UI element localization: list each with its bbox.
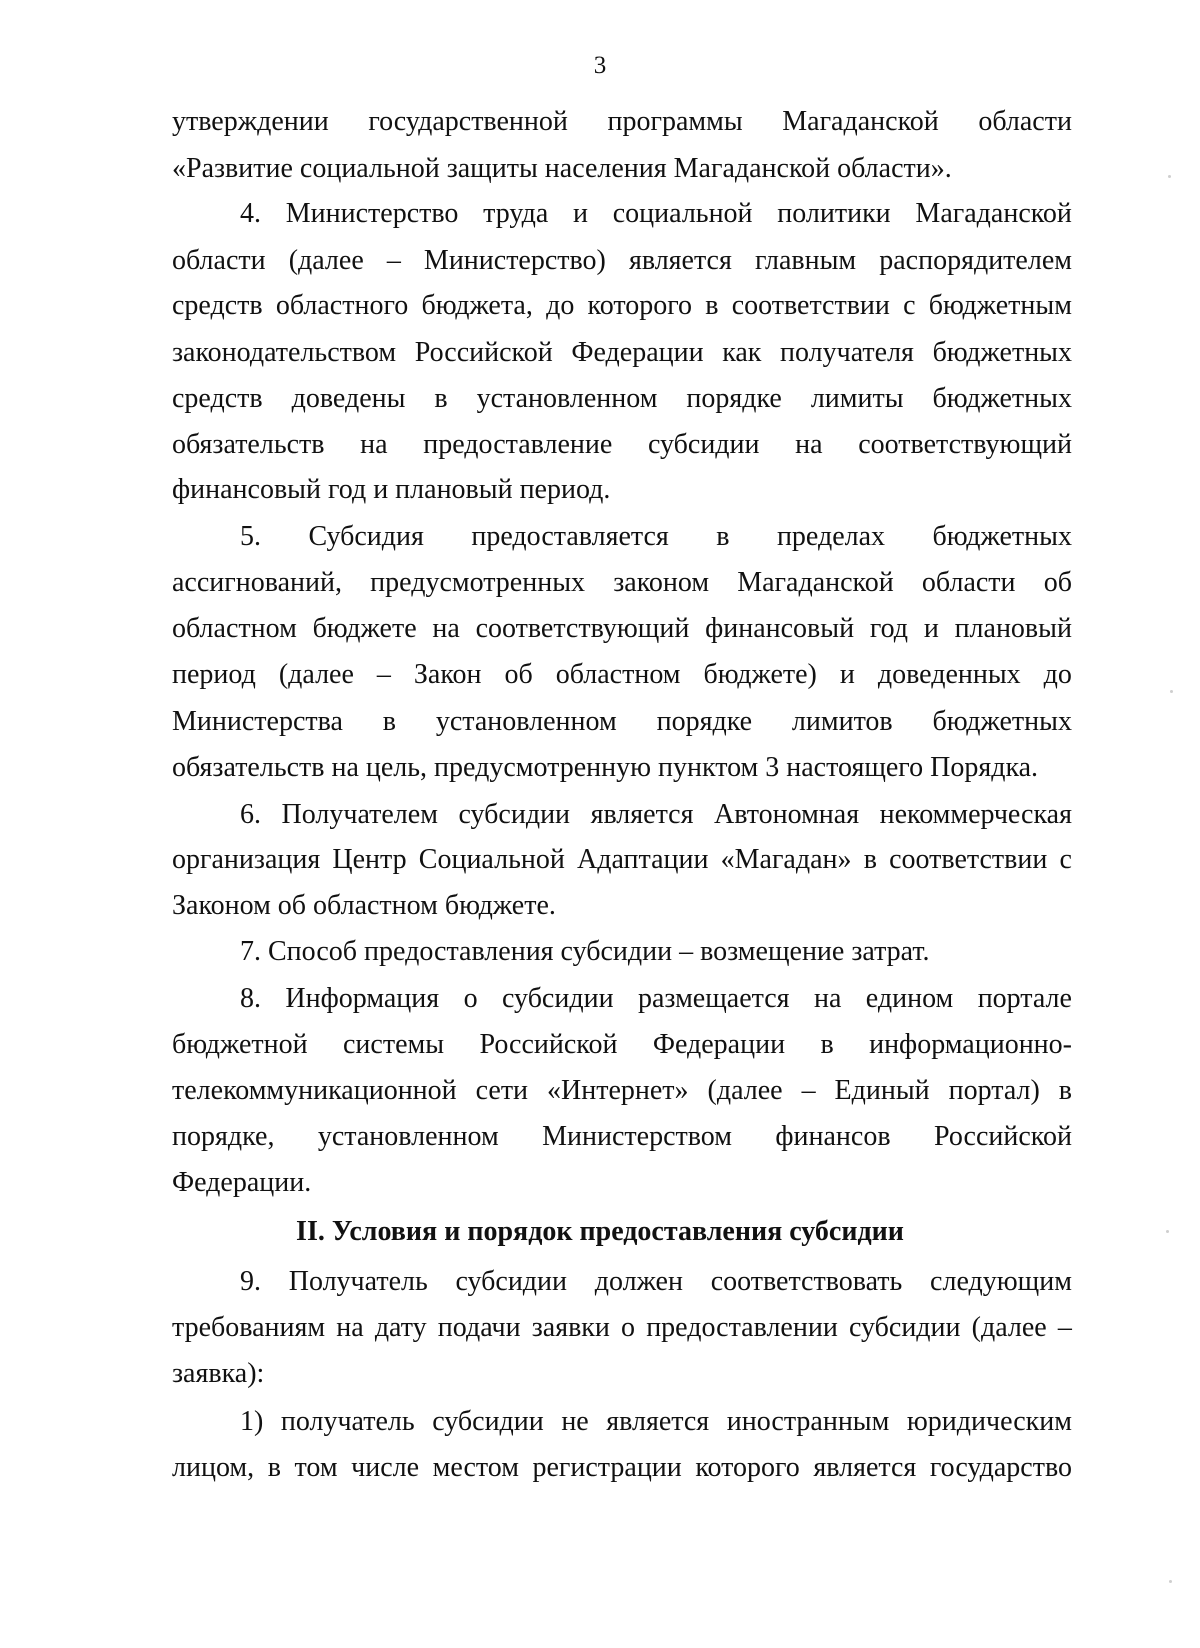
word: в [820, 1029, 834, 1060]
word: – [1057, 1312, 1072, 1343]
word: Магаданской [915, 198, 1072, 229]
word: Центр [332, 844, 407, 875]
word: дату [374, 1312, 427, 1343]
text-line: финансовый год и плановый период. [172, 474, 611, 505]
word: следующим [930, 1266, 1072, 1297]
word: Министерство [285, 198, 459, 229]
word: области [978, 106, 1072, 137]
word: портале [977, 983, 1072, 1014]
word: Социальной [418, 844, 565, 875]
word: – [801, 1075, 816, 1106]
word: подачи [437, 1312, 521, 1343]
word: заявки [531, 1312, 610, 1343]
word: финансов [775, 1121, 891, 1152]
word: субсидии [455, 1266, 568, 1297]
word: Министерства [172, 706, 343, 737]
word: (далее [288, 245, 364, 276]
word: организация [172, 844, 321, 875]
word: (далее [971, 1312, 1047, 1343]
word: субсидии [432, 1406, 544, 1437]
word: которого [587, 290, 693, 321]
word: субсидии [502, 983, 614, 1014]
word: и [923, 613, 939, 644]
word: законом [613, 567, 710, 598]
section-heading: II. Условия и порядок предоставления субсидии [296, 1216, 904, 1247]
scan-speck [1168, 175, 1171, 178]
word: размещается [637, 983, 790, 1014]
word: ассигнований, [172, 567, 342, 598]
word: 5. [240, 521, 261, 552]
word: установленном [476, 383, 658, 414]
word: бюджета, [421, 290, 533, 321]
text-line [172, 836, 1072, 884]
word: в [705, 290, 719, 321]
word: обязательств [172, 429, 325, 460]
word: в [863, 844, 877, 875]
word: с [903, 290, 916, 321]
word: субсидии [458, 799, 571, 830]
word: местом [432, 1452, 519, 1483]
word: соответствовать [710, 1266, 903, 1297]
text-line [172, 559, 1072, 607]
word: бюджетной [172, 1029, 308, 1060]
text-line [172, 651, 1072, 699]
word: лимитов [791, 706, 893, 737]
scan-speck [1169, 1580, 1172, 1583]
word: Министерство) [423, 245, 606, 276]
word: том [294, 1452, 338, 1483]
text-line [172, 1021, 1072, 1069]
word: на [336, 1312, 364, 1343]
word: Федерации [571, 337, 704, 368]
text-line [240, 975, 1072, 1023]
word: Магаданской [782, 106, 939, 137]
word: соответствии [889, 844, 1048, 875]
word: числе [351, 1452, 420, 1483]
word: областном [555, 659, 681, 690]
word: должен [594, 1266, 683, 1297]
page-number: 3 [593, 52, 607, 79]
word: Российской [414, 337, 553, 368]
word: бюджетных [932, 706, 1072, 737]
text-line [240, 1398, 1072, 1446]
word: бюджетных [932, 337, 1072, 368]
word: 6. [240, 799, 261, 830]
word: телекоммуникационной [172, 1075, 457, 1106]
word: в [716, 521, 730, 552]
text-line [172, 1113, 1072, 1161]
word: на [795, 429, 823, 460]
word: Автономная [714, 799, 860, 830]
word: портал) [948, 1075, 1040, 1106]
text-line [240, 1258, 1072, 1306]
text-line [172, 1304, 1072, 1352]
text-line: 7. Способ предоставления субсидии – возмещение затрат. [240, 936, 930, 967]
word: год [869, 613, 909, 644]
text-line: заявка): [172, 1358, 265, 1389]
text-line [172, 329, 1072, 377]
word: средств [172, 290, 263, 321]
word: Министерством [542, 1121, 732, 1152]
word: до [546, 290, 575, 321]
word: средств [172, 383, 263, 414]
word: бюджете) [703, 659, 817, 690]
word: в [382, 706, 396, 737]
text-line [172, 421, 1072, 469]
word: является [606, 1406, 710, 1437]
word: 9. [240, 1266, 261, 1297]
word: сети [475, 1075, 529, 1106]
word: установленном [435, 706, 617, 737]
word: Магаданской [737, 567, 894, 598]
word: и [839, 659, 855, 690]
word: пределах [776, 521, 886, 552]
word: (далее [278, 659, 354, 690]
word: в [1058, 1075, 1072, 1106]
word: бюджетным [928, 290, 1072, 321]
text-line [240, 791, 1072, 839]
word: Адаптации [576, 844, 709, 875]
word: не [561, 1406, 589, 1437]
word: (далее [707, 1075, 783, 1106]
word: Получатель [288, 1266, 428, 1297]
word: Единый [834, 1075, 930, 1106]
word: лимиты [810, 383, 904, 414]
word: предоставляется [471, 521, 669, 552]
word: труда [483, 198, 549, 229]
word: лицом, [172, 1452, 255, 1483]
text-line [172, 698, 1072, 746]
text-line [172, 1444, 1072, 1492]
word: об [1043, 567, 1072, 598]
word: государственной [368, 106, 568, 137]
word: областного [275, 290, 409, 321]
word: Получателем [281, 799, 438, 830]
word: предоставление [423, 429, 613, 460]
word: порядке [656, 706, 753, 737]
word: субсидии [848, 1312, 961, 1343]
text-line [172, 605, 1072, 653]
word: период [172, 659, 256, 690]
word: бюджетных [932, 521, 1072, 552]
word: об [504, 659, 533, 690]
word: и [573, 198, 588, 229]
text-line: «Развитие социальной защиты населения Магаданской области». [172, 153, 952, 184]
word: – [376, 659, 391, 690]
word: является [813, 1452, 917, 1483]
text-line [172, 237, 1072, 285]
text-line [172, 375, 1072, 423]
word: является [590, 799, 694, 830]
word: финансовый [705, 613, 855, 644]
text-line [172, 1067, 1072, 1115]
word: которого [695, 1452, 800, 1483]
text-line: обязательств на цель, предусмотренную пунктом 3 настоящего Порядка. [172, 752, 1039, 783]
word: как [722, 337, 762, 368]
word: Закон [413, 659, 482, 690]
word: соответствующий [475, 613, 690, 644]
word: требованиям [172, 1312, 326, 1343]
text-line: Федерации. [172, 1167, 312, 1198]
word: Информация [285, 983, 440, 1014]
word: иностранным [726, 1406, 890, 1437]
word: области [921, 567, 1016, 598]
word: плановый [954, 613, 1072, 644]
word: «Интернет» [547, 1075, 689, 1106]
word: распорядителем [879, 245, 1072, 276]
word: получатель [280, 1406, 415, 1437]
word: 8. [240, 983, 261, 1014]
text-line [240, 513, 1072, 561]
word: «Магадан» [720, 844, 852, 875]
word: на [360, 429, 388, 460]
word: с [1059, 844, 1072, 875]
word: установленном [317, 1121, 499, 1152]
word: Федерации [652, 1029, 786, 1060]
word: бюджете [312, 613, 417, 644]
word: предусмотренных [370, 567, 586, 598]
word: – [386, 245, 401, 276]
word: получателя [780, 337, 914, 368]
word: доведены [291, 383, 406, 414]
word: утверждении [172, 106, 329, 137]
word: главным [754, 245, 857, 276]
word: 4. [240, 198, 261, 229]
word: областном [172, 613, 297, 644]
word: области [172, 245, 266, 276]
word: порядке, [172, 1121, 275, 1152]
word: в [434, 383, 448, 414]
word: является [628, 245, 732, 276]
word: соответствующий [858, 429, 1072, 460]
word: порядке [686, 383, 782, 414]
word: Российской [479, 1029, 618, 1060]
word: на [813, 983, 842, 1014]
word: Российской [933, 1121, 1072, 1152]
word: системы [343, 1029, 445, 1060]
word: некоммерческая [879, 799, 1072, 830]
word: предоставлении [646, 1312, 838, 1343]
scan-speck [1166, 1230, 1169, 1233]
word: юридическим [906, 1406, 1072, 1437]
word: доведенных [877, 659, 1021, 690]
word: субсидии [647, 429, 760, 460]
word: едином [865, 983, 954, 1014]
word: 1) [240, 1406, 264, 1437]
text-line [240, 190, 1072, 238]
word: государство [929, 1452, 1072, 1483]
word: информационно- [869, 1029, 1072, 1060]
word: в [267, 1452, 281, 1483]
scan-speck [1170, 690, 1173, 693]
word: соответствии [731, 290, 890, 321]
word: Субсидия [308, 521, 424, 552]
word: на [432, 613, 460, 644]
word: бюджетных [932, 383, 1072, 414]
word: о [463, 983, 478, 1014]
text-line: Законом об областном бюджете. [172, 890, 556, 921]
word: политики [777, 198, 891, 229]
word: регистрации [532, 1452, 682, 1483]
text-line [172, 98, 1072, 146]
word: законодательством [172, 337, 397, 368]
word: социальной [612, 198, 753, 229]
word: до [1043, 659, 1072, 690]
text-line [172, 282, 1072, 330]
word: программы [607, 106, 743, 137]
word: о [621, 1312, 636, 1343]
